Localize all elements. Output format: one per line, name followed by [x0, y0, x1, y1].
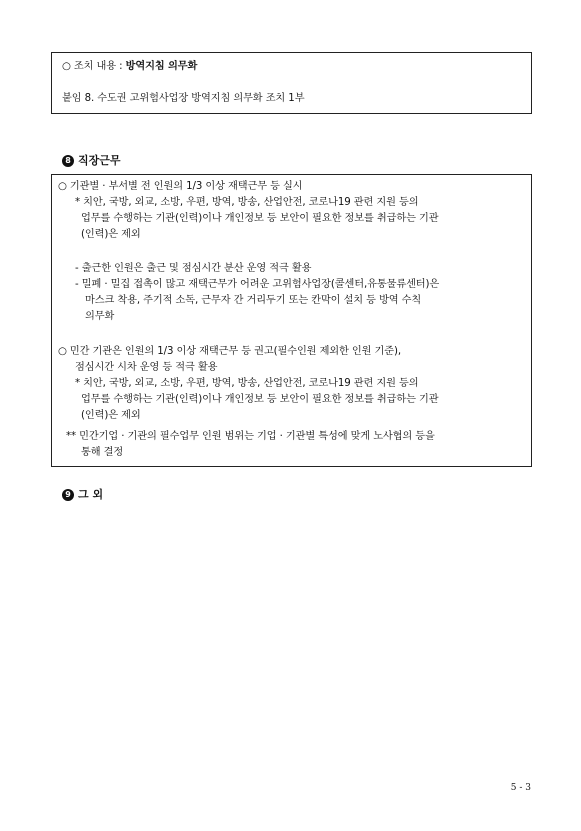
measures-value: 방역지침 의무화 — [125, 61, 198, 72]
dash-item: - 출근한 인원은 출근 및 점심시간 분산 운영 적극 활용 — [75, 263, 312, 274]
bullet-main-cont: 점심시간 시차 운영 등 적극 활용 — [75, 362, 218, 373]
dash-item-cont: 의무화 — [85, 311, 115, 322]
section-number-badge: 8 — [62, 155, 74, 167]
section-8-heading — [62, 152, 121, 168]
note-line: 업무를 수행하는 기관(인력)이나 개인정보 등 보안이 필요한 정보를 취급하는 기관 — [81, 394, 439, 405]
double-note-line: 통해 결정 — [81, 447, 124, 458]
measures-label: ○ 조치 내용 : — [62, 61, 126, 72]
dash-item: - 밀폐 · 밀집 접촉이 많고 재택근무가 어려운 고위험사업장(콜센터,유통물류센터)은 — [75, 279, 440, 290]
section-number-badge: 9 — [62, 489, 74, 501]
bullet-main: ○ 민간 기관은 인원의 1/3 이상 재택근무 등 권고(필수인원 제외한 인원 기준), — [58, 346, 402, 357]
note-line: 업무를 수행하는 기관(인력)이나 개인정보 등 보안이 필요한 정보를 취급하는 기관 — [81, 213, 439, 224]
section-title: 직장근무 — [78, 154, 121, 167]
note-line: (인력)은 제외 — [81, 410, 141, 421]
page-number: 5 - 3 — [510, 783, 531, 793]
note-line: * 치안, 국방, 외교, 소방, 우편, 방역, 방송, 산업안전, 코로나19 관련 지원 등의 — [75, 197, 419, 208]
section-9-heading — [62, 486, 103, 502]
section-title: 그 외 — [78, 488, 104, 501]
measures-line — [62, 60, 197, 74]
dash-item-cont: 마스크 착용, 주기적 소독, 근무자 간 거리두기 또는 칸막이 설치 등 방역 수칙 — [85, 295, 422, 306]
note-line: (인력)은 제외 — [81, 229, 141, 240]
note-line: * 치안, 국방, 외교, 소방, 우편, 방역, 방송, 산업안전, 코로나19 관련 지원 등의 — [75, 378, 419, 389]
attachment-line: 붙임 8. 수도권 고위험사업장 방역지침 의무화 조치 1부 — [62, 93, 305, 104]
bullet-main: ○ 기관별 · 부서별 전 인원의 1/3 이상 재택근무 등 실시 — [58, 181, 303, 192]
double-note-line: ** 민간기업 · 기관의 필수업무 인원 범위는 기업 · 기관별 특성에 맞게 노사협의 등을 — [66, 431, 435, 442]
